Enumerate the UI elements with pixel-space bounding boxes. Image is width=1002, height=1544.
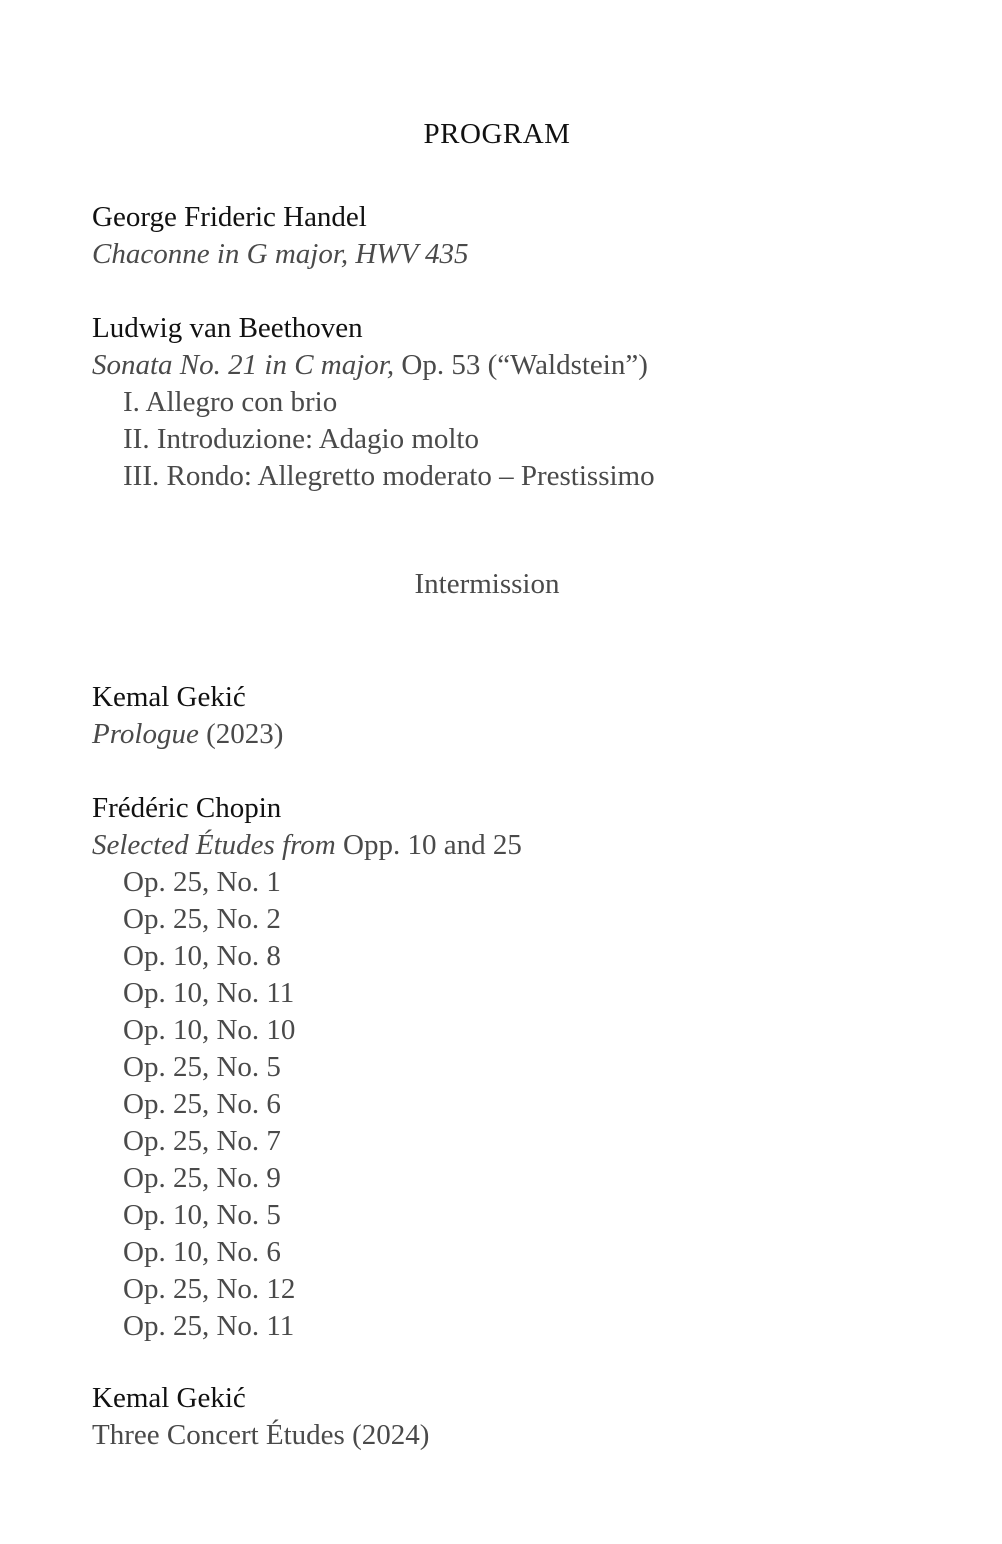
work-opus: Opp. 10 and 25: [335, 829, 522, 861]
etude-item: Op. 10, No. 5: [123, 1199, 281, 1231]
work-year: (2023): [198, 718, 284, 750]
etude-item: Op. 25, No. 6: [123, 1088, 281, 1120]
composer-gekic: Kemal Gekić: [92, 681, 246, 713]
work-handel-chaconne: [92, 236, 468, 273]
work-opus: Op. 53 (“Waldstein”): [394, 349, 648, 381]
work-gekic-prologue: [92, 716, 283, 753]
intermission-label: Intermission: [414, 568, 560, 600]
etude-item: Op. 25, No. 12: [123, 1273, 296, 1305]
composer-beethoven: Ludwig van Beethoven: [92, 312, 363, 344]
work-gekic-concert-etudes: Three Concert Études (2024): [92, 1419, 430, 1451]
etude-item: Op. 25, No. 7: [123, 1125, 281, 1157]
etude-item: Op. 10, No. 8: [123, 940, 281, 972]
movement-item: III. Rondo: Allegretto moderato – Prestissimo: [123, 460, 655, 492]
composer-handel: George Frideric Handel: [92, 201, 367, 233]
composer-chopin: Frédéric Chopin: [92, 792, 282, 824]
work-chopin-etudes: [92, 827, 522, 864]
etude-item: Op. 25, No. 11: [123, 1310, 295, 1342]
work-title-italic: Selected Études from: [92, 829, 336, 861]
etude-list: [123, 864, 295, 1345]
etude-item: Op. 10, No. 10: [123, 1014, 296, 1046]
etude-item: Op. 25, No. 2: [123, 903, 281, 935]
etude-item: Op. 25, No. 9: [123, 1162, 281, 1194]
etude-item: Op. 10, No. 11: [123, 977, 295, 1009]
work-title-italic: Chaconne in G major, HWV 435: [92, 238, 469, 270]
etude-item: Op. 25, No. 5: [123, 1051, 281, 1083]
movement-item: II. Introduzione: Adagio molto: [123, 423, 479, 455]
movement-item: I. Allegro con brio: [123, 386, 338, 418]
etude-item: Op. 25, No. 1: [123, 866, 281, 898]
work-title-italic: Prologue: [92, 718, 199, 750]
work-title-italic: Sonata No. 21 in C major,: [92, 349, 395, 381]
work-beethoven-sonata: [92, 347, 648, 384]
program-title: PROGRAM: [423, 118, 571, 150]
etude-item: Op. 10, No. 6: [123, 1236, 281, 1268]
composer-gekic: Kemal Gekić: [92, 1382, 246, 1414]
